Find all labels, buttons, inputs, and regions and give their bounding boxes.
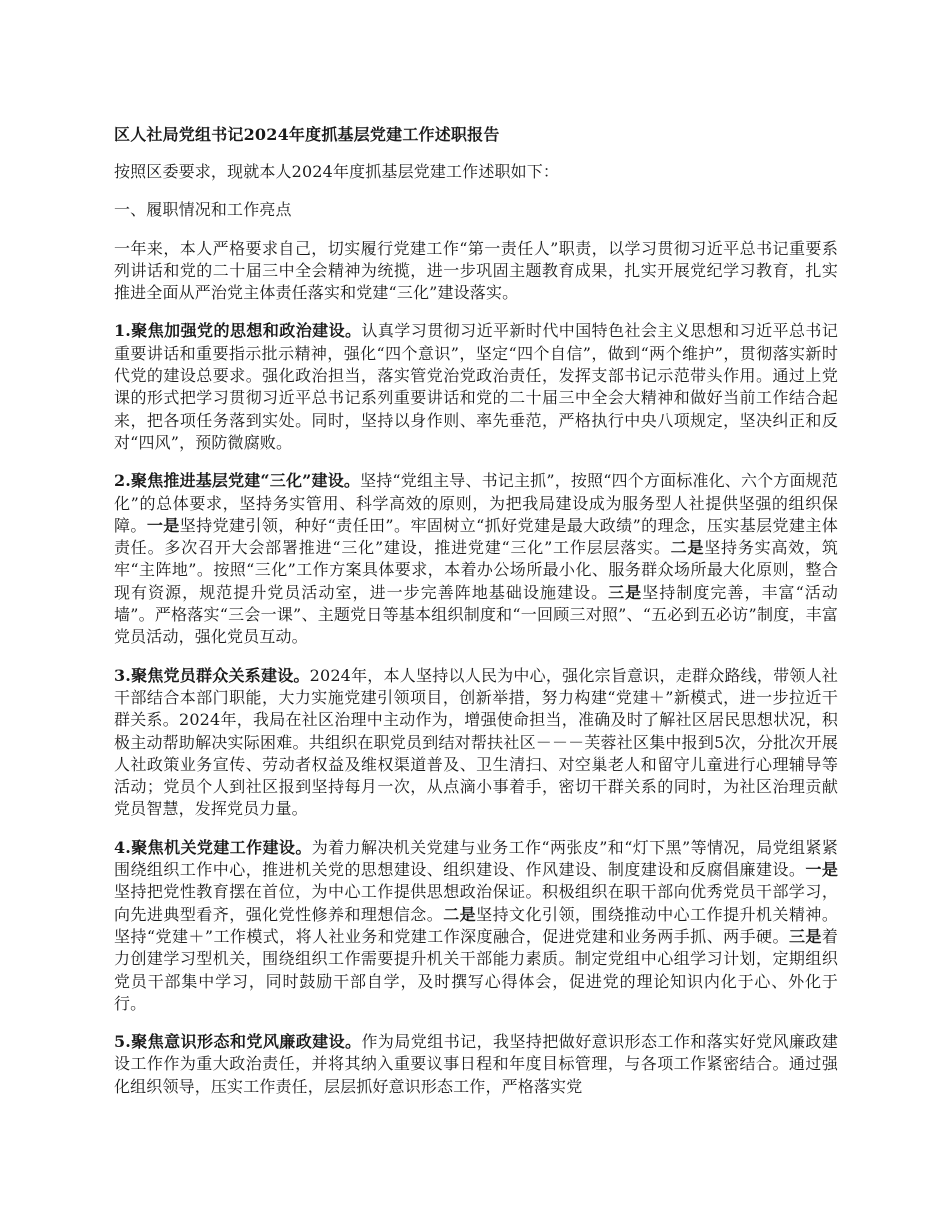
overview-paragraph: 一年来，本人严格要求自己，切实履行党建工作“第一责任人”职责，以学习贯彻习近平总书记重要系列讲话和党的二十届三中全会精神为统揽，进一步巩固主题教育成果，扎实开展党纪学习教育，扎实推进全面从严治党主体责任落实和党建“三化”建设落实。 xyxy=(114,238,838,303)
item-heading: 1.聚焦加强党的思想和政治建设。 xyxy=(114,321,362,341)
item-heading: 3.聚焦党员群众关系建设。 xyxy=(114,665,310,685)
item-text: 着力创建学习型机关，围绕组织工作需要提升机关干部能力素质。制定党组中心组学习计划，定期组织党员干部集中学习，同时鼓励干部自学，及时撰写心得体会，促进党的理论知识内化于心、外化于行。 xyxy=(114,926,838,1013)
item-heading: 2.聚焦推进基层党建“三化”建设。 xyxy=(114,471,361,491)
intro-paragraph: 按照区委要求，现就本人2024年度抓基层党建工作述职如下： xyxy=(114,162,560,181)
item-heading: 4.聚焦机关党建工作建设。 xyxy=(114,837,312,857)
item-text: 为着力解决机关党建与业务工作“两张皮”和“灯下黑”等情况，局党组紧紧围绕组织工作中心，推进机关党的思想建设、组织建设、作风建设、制度建设和反腐倡廉建设。 xyxy=(114,837,838,880)
item-paragraph xyxy=(114,1031,838,1098)
item-paragraph xyxy=(114,470,838,648)
item-text: 坚持文化引领，围绕推动中心工作提升机关精神。坚持“党建＋”工作模式，将人社业务和党建工作深度融合，促进党建和业务两手抓、两手硬。 xyxy=(114,904,838,946)
document-page xyxy=(114,124,838,1114)
item-point-marker: 一是 xyxy=(805,860,838,880)
item-point-marker: 三是 xyxy=(608,582,643,602)
item-paragraph xyxy=(114,665,838,821)
item-text: 坚持“党组主导、书记主抓”，按照“四个方面标准化、六个方面规范化”的总体要求，坚持务实管用、科学高效的原则，为把我局建设成为服务型人社提供坚强的组织保障。 xyxy=(114,471,838,535)
item-text: 坚持党建引领，种好“责任田”。牢固树立“抓好党建是最大政绩”的理念，压实基层党建主体责任。多次召开大会部署推进“三化”建设，推进党建“三化”工作层层落实。 xyxy=(114,515,838,558)
item-text: 坚持把党性教育摆在首位，为中心工作提供思想政治保证。积极组织在职干部向优秀党员干部学习，向先进典型看齐，强化党性修养和理想信念。 xyxy=(114,882,838,924)
item-point-marker: 一是 xyxy=(146,515,180,535)
item-text: 2024年，本人坚持以人民为中心，强化宗旨意识，走群众路线，带领人社干部结合本部门职能，大力实施党建引领项目，创新举措，努力构建“党建＋”新模式，进一步拉近干群关系。2024年，我局在社区治理中主动作为，增强使命担当，准确及时了解社区居民思想状况，积极主动帮助解决实际困难。共组织在职党员到结对帮扶社区－－－芙蓉社区集中报到5次，分批次开展人社政策业务宣传、劳动者权益及维权渠道普及、卫生清扫、对空巢老人和留守儿童进行心理辅导等活动；党员个人到社区报到坚持每月一次，从点滴小事着手，密切干群关系的同时，为社区治理贡献党员智慧，发挥党员力量。 xyxy=(114,665,839,819)
item-point-marker: 二是 xyxy=(670,538,705,558)
item-text: 坚持务实高效，筑牢“主阵地”。按照“三化”工作方案具体要求，本着办公场所最小化、服务群众场所最大化原则，整合现有资源，规范提升党员活动室，进一步完善阵地基础设施建设。 xyxy=(114,538,838,602)
document-title: 区人社局党组书记2024年度抓基层党建工作述职报告 xyxy=(114,125,500,144)
item-heading: 5.聚焦意识形态和党风廉政建设。 xyxy=(114,1032,362,1052)
section-heading: 一、履职情况和工作亮点 xyxy=(114,200,292,220)
item-paragraph xyxy=(114,320,838,454)
item-list xyxy=(114,320,838,1098)
item-paragraph xyxy=(114,837,838,1015)
item-text: 认真学习贯彻习近平新时代中国特色社会主义思想和习近平总书记重要讲话和重要指示批示精神，强化“四个意识”，坚定“四个自信”，做到“两个维护”，贯彻落实新时代党的建设总要求。强化政治担当，落实管党治党政治责任，发挥支部书记示范带头作用。通过上党课的形式把学习贯彻习近平总书记系列重要讲话和党的二十届三中全会大精神和做好当前工作结合起来，把各项任务落到实处。同时，坚持以身作则、率先垂范，严格执行中央八项规定，坚决纠正和反对“四风”，预防微腐败。 xyxy=(114,321,838,452)
item-point-marker: 三是 xyxy=(788,926,822,946)
item-point-marker: 二是 xyxy=(443,904,477,924)
item-text: 作为局党组书记，我坚持把做好意识形态工作和落实好党风廉政建设工作作为重大政治责任，并将其纳入重要议事日程和年度目标管理，与各项工作紧密结合。通过强化组织领导，压实工作责任，层层抓好意识形态工作，严格落实党 xyxy=(114,1032,838,1096)
item-text: 坚持制度完善，丰富“活动墙”。严格落实“三会一课”、主题党日等基本组织制度和“一回顾三对照”、“五必到五必访”制度，丰富党员活动，强化党员互动。 xyxy=(114,582,838,647)
